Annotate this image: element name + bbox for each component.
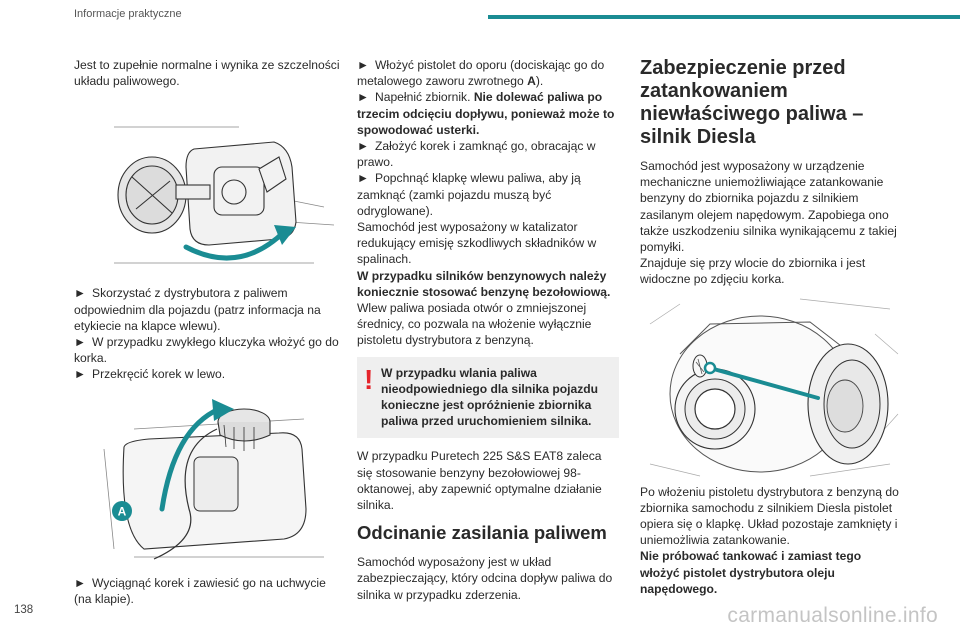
section-heading: Zabezpieczenie przed zatankowaniem niewłaściwego paliwa – silnik Diesla — [640, 57, 864, 148]
step — [357, 138, 619, 170]
step-text: Wyciągnąć korek i zawiesić go na uchwycie (na klapie). — [74, 575, 326, 606]
paragraph-bold — [357, 268, 619, 300]
bullet-arrow-icon: ► — [357, 58, 369, 72]
step-text: Przekręcić korek w lewo. — [92, 367, 226, 382]
fuel-flap-drawing — [74, 97, 344, 277]
watermark: carmanualsonline.info — [727, 604, 938, 627]
cap-removal-drawing — [74, 389, 344, 569]
step — [74, 366, 344, 382]
paragraph: Po włożeniu pistoletu dystrybutora z benzyną do zbiornika samochodu z silnikiem Diesla pistolet opiera się o klapkę. Układ pozostaje zamknięty i uniemożliwia zatankowanie. — [640, 484, 899, 548]
misfuel-device-drawing — [640, 294, 902, 480]
warning-note — [357, 357, 619, 439]
section-title: Informacje praktyczne — [74, 8, 182, 20]
bold-text: W przypadku silników benzynowych należy koniecznie stosować benzynę bezołowiową. — [357, 268, 611, 299]
bold-text: Nie próbować tankować i zamiast tego włożyć pistolet dystrybutora oleju napędowego. — [640, 549, 862, 596]
warning-text: W przypadku wlania paliwa nieodpowiedniego dla silnika pojazdu konieczne jest opróżnienie zbiornika paliwa przed uruchomieniem silnika. — [381, 365, 599, 429]
cap-removal-illustration — [74, 389, 344, 569]
bullet-arrow-icon: ► — [357, 90, 369, 105]
bullet-arrow-icon: ► — [74, 575, 86, 590]
fuel-flap-illustration — [74, 97, 344, 277]
callout-a-label: A — [117, 504, 127, 519]
step — [74, 334, 344, 366]
paragraph: Samochód jest wyposażony w katalizator redukujący emisję szkodliwych składników w spalinach. — [357, 220, 597, 267]
step-text: Napełnić zbiornik. — [375, 90, 474, 105]
paragraph: Znajduje się przy wlocie do zbiornika i jest widoczne po zdjęciu korka. — [640, 256, 866, 287]
bullet-arrow-icon: ► — [357, 139, 369, 154]
bullet-arrow-icon: ► — [74, 367, 86, 382]
section-heading: Odcinanie zasilania paliwem — [357, 522, 607, 544]
column-left — [74, 57, 344, 607]
paragraph: Jest to zupełnie normalne i wynika ze szczelności układu paliwowego. — [74, 58, 340, 89]
paragraph-bold — [640, 548, 902, 597]
paragraph: Wlew paliwa posiada otwór o zmniejszonej średnicy, co pozwala na włożenie wyłącznie pistoletu dystrybutora z benzyną. — [357, 301, 592, 348]
header-rule — [488, 15, 960, 19]
step — [357, 170, 619, 219]
paragraph: Samochód wyposażony jest w układ zabezpieczający, który odcina dopływ paliwa do silnika w przypadku zderzenia. — [357, 555, 613, 602]
bullet-arrow-icon: ► — [74, 286, 86, 301]
step-text: Popchnąć klapkę wlewu paliwa, aby ją zamknąć (zamki pojazdu muszą być odryglowane). — [357, 171, 581, 218]
step — [357, 57, 619, 89]
column-right — [640, 57, 902, 597]
step-warning-text: Nie dolewać paliwa po trzecim odcięciu dopływu, ponieważ może to spowodować usterki. — [357, 90, 615, 137]
valve-label: A — [527, 74, 536, 89]
step-text: Założyć korek i zamknąć go, obracając w prawo. — [357, 139, 596, 170]
step-text: ). — [535, 74, 544, 89]
paragraph: Samochód jest wyposażony w urządzenie mechaniczne uniemożliwiające zatankowanie benzyny do zbiornika pojazdu z silnikiem zasilanym olejem napędowym. Zapobiega ono także uszkodzeniu silnika wynikającemu z takiej pomyłki. — [640, 159, 897, 255]
step-text: Skorzystać z dystrybutora z paliwem odpowiednim dla pojazdu (patrz informacja na etykiecie na klapce wlewu). — [74, 286, 321, 333]
step — [74, 575, 344, 607]
warning-exclamation-icon: ! — [364, 363, 374, 395]
column-middle — [357, 57, 619, 603]
step — [74, 285, 344, 334]
bullet-arrow-icon: ► — [74, 335, 86, 350]
bullet-arrow-icon: ► — [357, 171, 369, 186]
step-text: Włożyć pistolet do oporu (dociskając go do metalowego zaworu zwrotnego — [357, 58, 605, 89]
step-text: W przypadku zwykłego kluczyka włożyć go do korka. — [74, 335, 339, 366]
step — [357, 89, 619, 138]
misfuel-device-illustration — [640, 294, 902, 480]
page-number: 138 — [14, 604, 34, 616]
paragraph: W przypadku Puretech 225 S&S EAT8 zaleca się stosowanie benzyny bezołowiowej 98-oktanowej, aby zapewnić optymalne działanie silnika. — [357, 449, 602, 513]
